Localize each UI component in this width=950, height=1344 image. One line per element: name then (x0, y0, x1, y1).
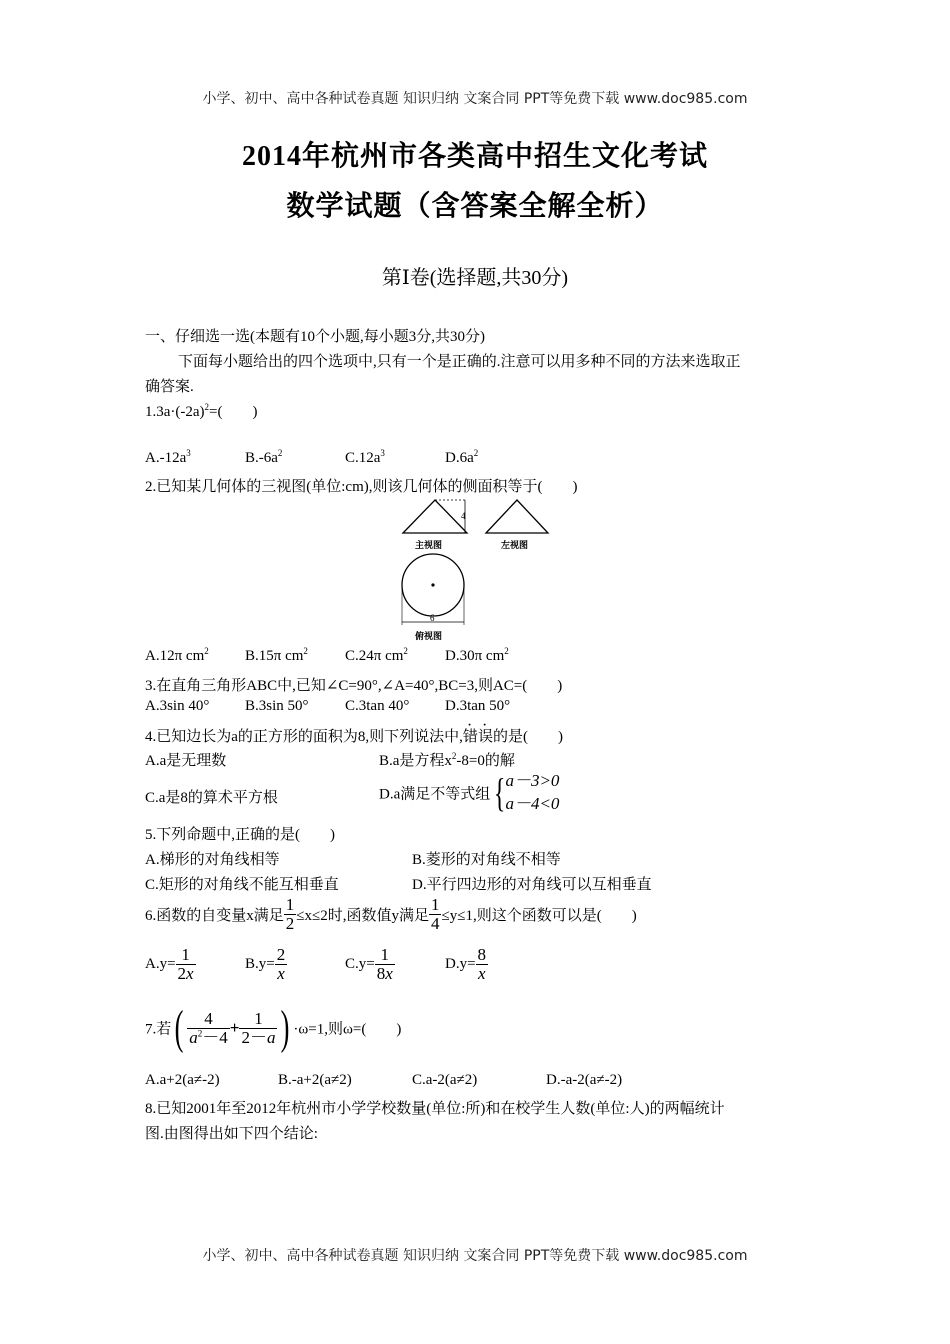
q6-option-c: C.y= $\frac{1}{8x}$ (345, 945, 393, 983)
q7-option-b: B.-a+2(a≠2) (278, 1072, 352, 1088)
instruction-line-2: 确答案. (145, 379, 194, 395)
q5-option-d: D.平行四边形的对角线可以互相垂直 (412, 877, 652, 893)
fraction-half: $\frac{1}{2}$ (285, 895, 295, 933)
q4-option-b: B.a是方程$x^2-8=0$的解 (379, 751, 515, 769)
q4-option-d: D.a满足不等式组{ a－3>0 a－4<0 (379, 769, 560, 815)
question-7-stem: 7.若( $\frac{4}{a^2-4}$ + $\frac{1}{2-a}$ ) ·ω=1,则ω=( ) (145, 1001, 402, 1054)
q1-option-d: $D.6a^2$ (445, 448, 479, 466)
q5-option-a: A.梯形的对角线相等 (145, 852, 280, 868)
q1-option-a: $A.-12a^3$ (145, 448, 191, 466)
q5-option-c: C.矩形的对角线不能互相垂直 (145, 877, 339, 893)
top-view-label: 俯视图 (415, 632, 443, 642)
q7-option-c: C.a-2(a≠2) (412, 1072, 478, 1088)
q2-option-a: A.12π $cm^2$ (145, 646, 209, 664)
q5-option-b: B.菱形的对角线不相等 (412, 852, 561, 868)
question-4-stem: 4.已知边长为a的正方形的面积为8,则下列说法中,错误的是( ) (145, 729, 563, 745)
page-header: 小学、初中、高中各种试卷真题 知识归纳 文案合同 PPT等免费下载 www.doc985.com (202, 91, 748, 107)
q6-option-d: D.y= $\frac{8}{x}$ (445, 945, 487, 983)
section-heading: 第Ⅰ卷(选择题,共30分) (381, 267, 569, 289)
left-view-triangle (486, 500, 548, 533)
left-brace: { (494, 769, 506, 815)
q7-option-a: A.a+2(a≠-2) (145, 1072, 220, 1088)
question-6-stem: 6.函数的自变量x满足 $\frac{1}{2}$ ≤x≤2时,函数值y满足 $\frac{1}{4}$ ≤y≤1,则这个函数可以是( ) (145, 895, 637, 933)
q1-option-b: $B.-6a^2$ (245, 448, 283, 466)
q6-option-a: A.y= $\frac{1}{2x}$ (145, 945, 194, 983)
front-view-triangle (403, 500, 467, 533)
fraction-1: $\frac{4}{a^2-4}$ (189, 1008, 228, 1047)
left-view-label: 左视图 (501, 541, 529, 551)
page-footer: 小学、初中、高中各种试卷真题 知识归纳 文案合同 PPT等免费下载 www.doc985.com (202, 1248, 748, 1264)
fraction-quarter: $\frac{1}{4}$ (430, 895, 440, 933)
q4-option-c: C.a是8的算术平方根 (145, 790, 278, 806)
front-view-label: 主视图 (415, 541, 443, 551)
question-8-stem-2: 图.由图得出如下四个结论: (145, 1126, 318, 1142)
q3-option-b: B.3sin 50° (245, 698, 309, 714)
fraction-2: $\frac{1}{2-a}$ (241, 1008, 276, 1047)
question-1-stem: $1.3a\cdot(-2a)^2=$( ) (145, 402, 258, 420)
q4-option-a: A.a是无理数 (145, 753, 227, 769)
q7-option-d: D.-a-2(a≠-2) (546, 1072, 623, 1088)
emphasis-char: 误 (477, 729, 493, 745)
q2-option-b: B.15π $cm^2$ (245, 646, 308, 664)
part-heading: 一、仔细选一选(本题有10个小题,每小题3分,共30分) (145, 329, 485, 345)
q3-option-c: C.3tan 40° (345, 698, 410, 714)
right-paren: ) (281, 1001, 290, 1054)
three-view-figure (395, 495, 555, 647)
q2-option-c: C.24π $cm^2$ (345, 646, 408, 664)
question-5-stem: 5.下列命题中,正确的是( ) (145, 827, 335, 843)
q3-option-a: A.3sin 40° (145, 698, 210, 714)
left-paren: ( (174, 1001, 184, 1054)
height-label: 4 (461, 511, 466, 521)
question-2-stem: 2.已知某几何体的三视图(单位:cm),则该几何体的侧面积等于( ) (145, 479, 578, 495)
q2-option-d: D.30π $cm^2$ (445, 646, 509, 664)
q3-option-d: D.3tan 50° (445, 698, 511, 714)
circle-center (431, 583, 434, 586)
exam-title: 2014年杭州市各类高中招生文化考试 (241, 141, 708, 172)
q6-option-b: B.y= $\frac{2}{x}$ (245, 945, 286, 983)
question-8-stem-1: 8.已知2001年至2012年杭州市小学学校数量(单位:所)和在校学生人数(单位:人)的两幅统计 (145, 1101, 725, 1117)
inequality-system: a－3>0 a－4<0 (505, 771, 560, 813)
exam-subtitle: 数学试题（含答案全解全析） (286, 191, 664, 222)
width-label: 6 (430, 613, 435, 623)
emphasis-char: 错 (462, 729, 478, 745)
question-3-stem: 3.在直角三角形ABC中,已知∠C=90°,∠A=40°,BC=3,则AC=( ) (145, 678, 563, 694)
instruction-line-1: 下面每小题给出的四个选项中,只有一个是正确的.注意可以用多种不同的方法来选取正 (178, 354, 741, 370)
q1-option-c: $C.12a^3$ (345, 448, 385, 466)
